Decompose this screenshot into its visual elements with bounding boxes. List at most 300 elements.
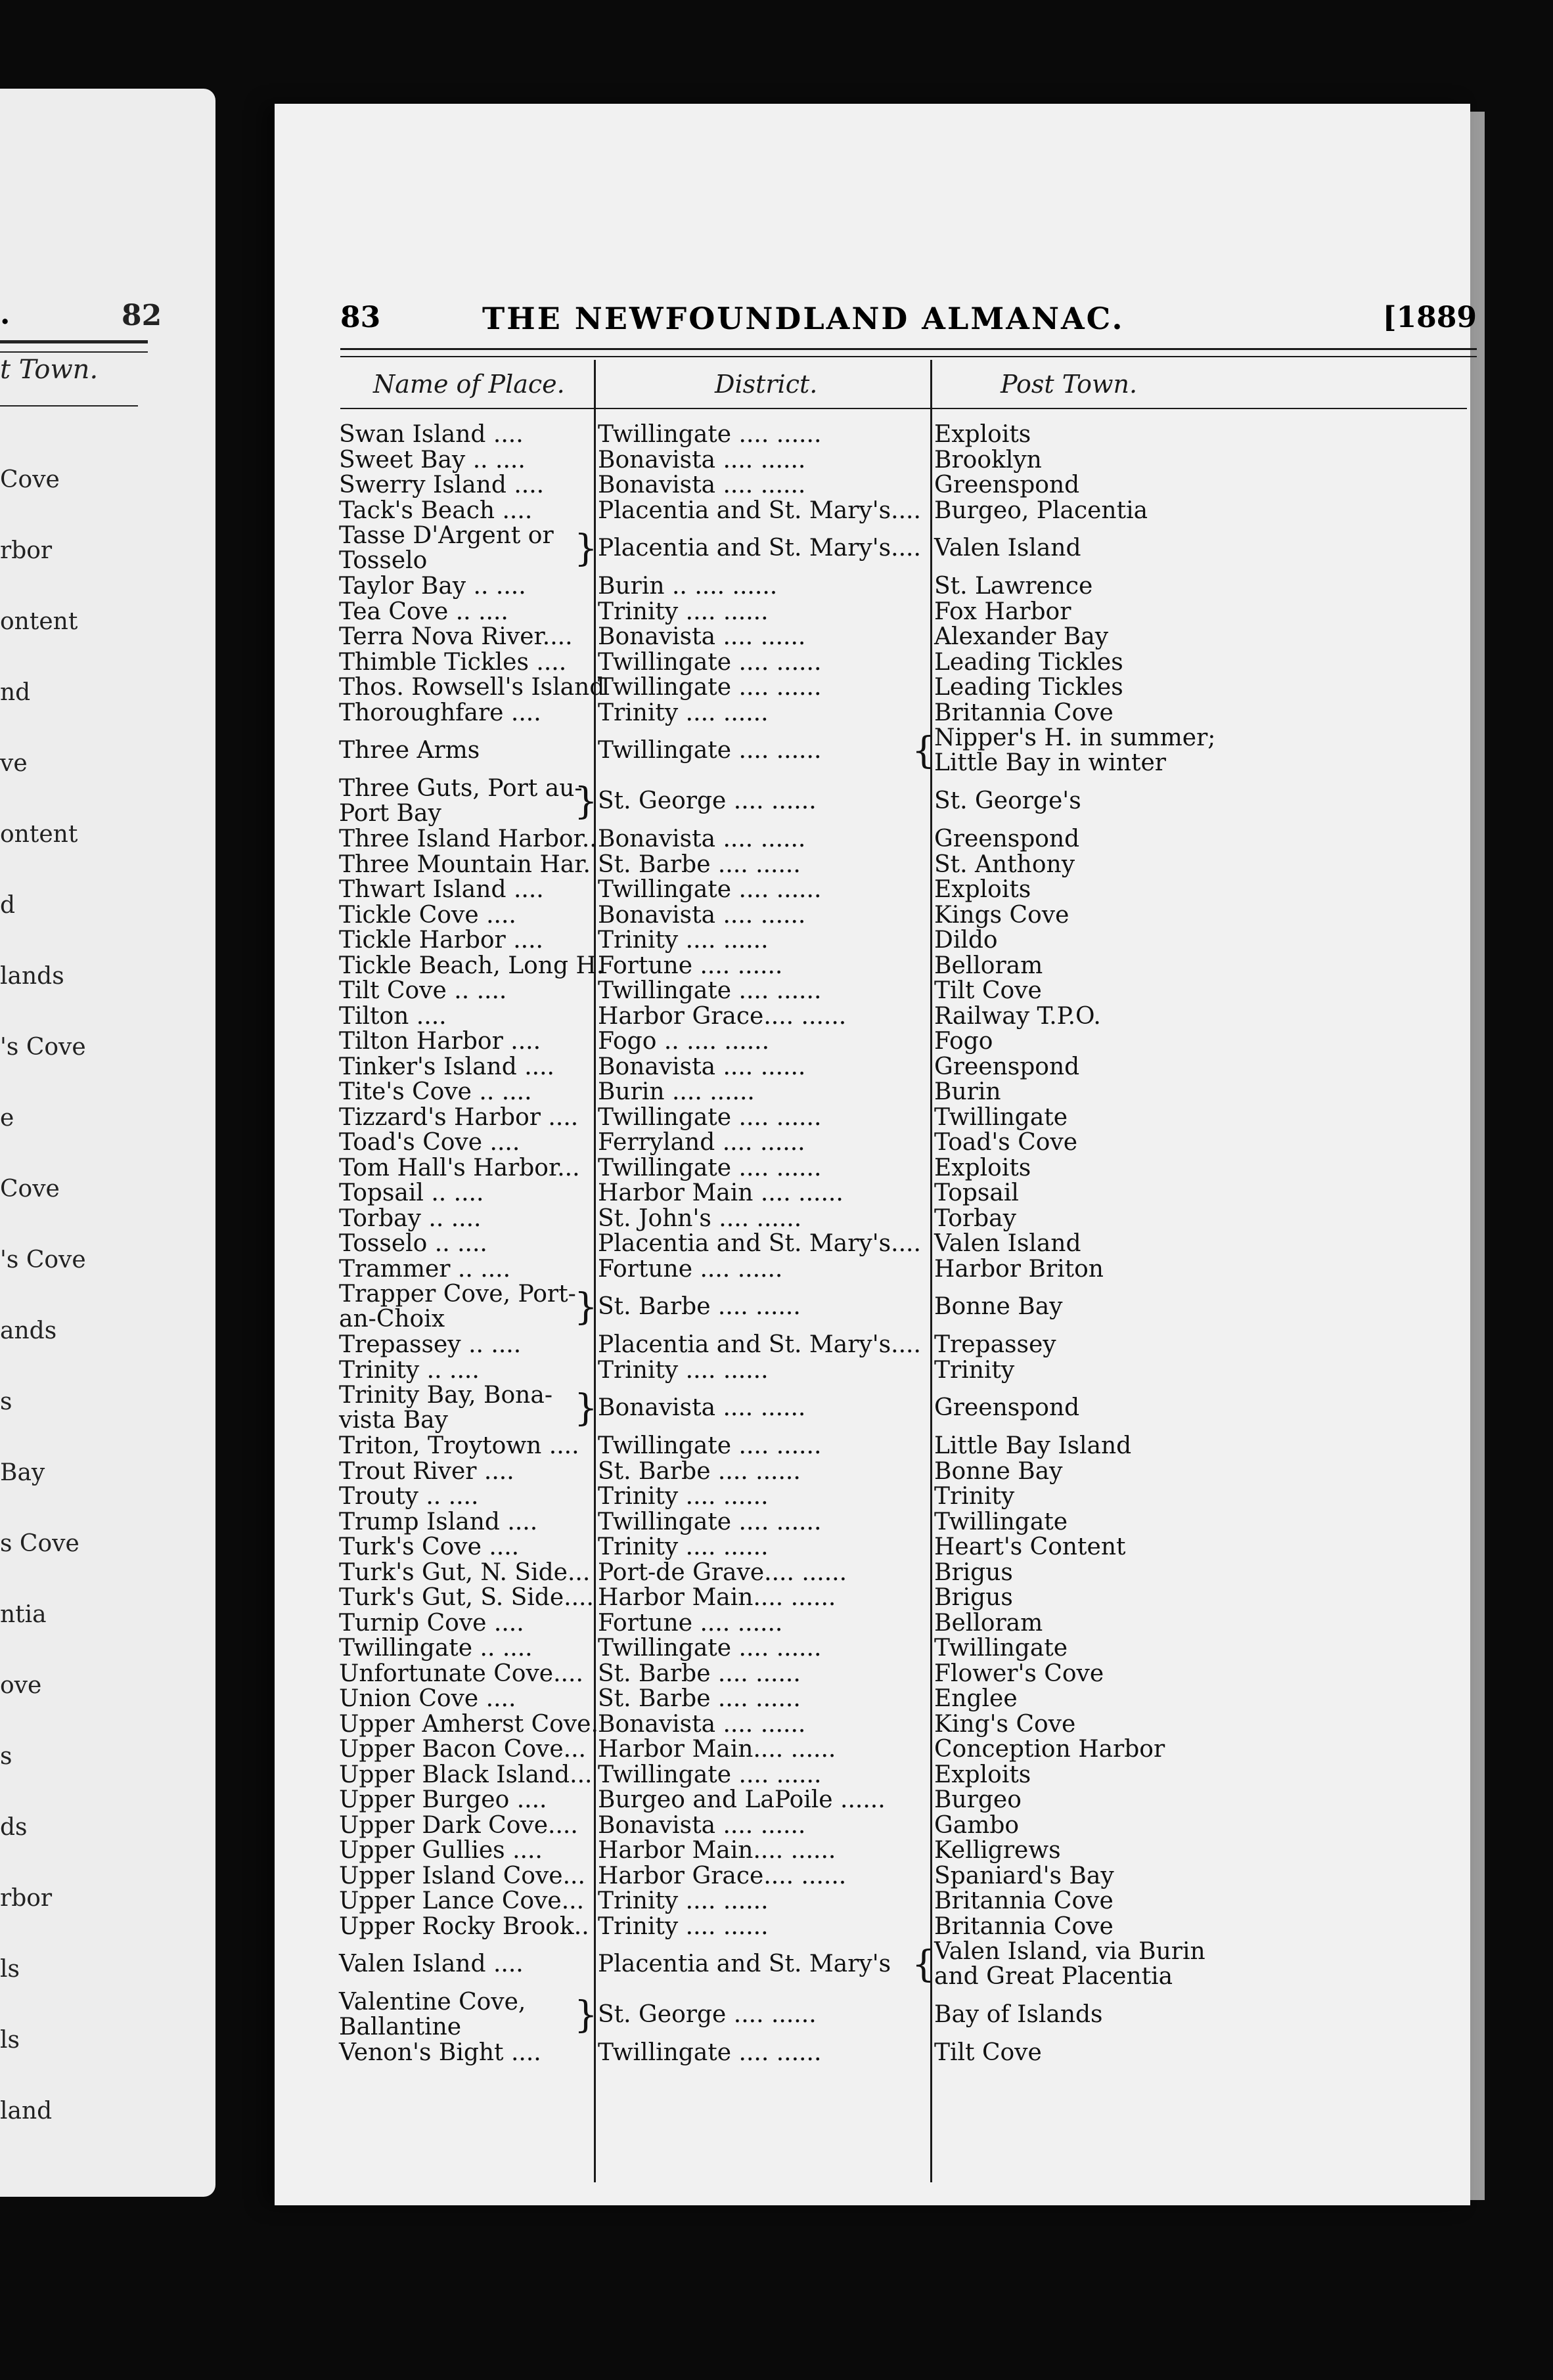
table-row [339, 1712, 1475, 1738]
table-row [339, 473, 1475, 498]
district-cell [598, 1459, 930, 1484]
place-name-cell-line: Upper Amherst Cove. [339, 1710, 598, 1738]
post-town-cell-line: Greenspond [934, 472, 1080, 498]
table-row [339, 1383, 1475, 1434]
post-town-cell-line: Gambo [934, 1811, 1020, 1839]
post-town-cell [934, 1358, 1460, 1383]
district-cell [598, 1358, 930, 1383]
table-row [339, 1257, 1475, 1283]
district-cell [598, 600, 930, 625]
post-town-cell [934, 827, 1460, 852]
place-name-cell-line: Thwart Island .... [339, 876, 544, 903]
place-name-cell-line: Trinity Bay, Bona- [339, 1382, 552, 1409]
district-cell [598, 1712, 930, 1737]
place-name-cell [339, 498, 594, 523]
left-page-fragment: Cove [0, 466, 60, 493]
place-name-cell-line: Tizzard's Harbor .... [339, 1103, 579, 1131]
district-cell [598, 650, 930, 675]
place-name-cell [339, 1434, 594, 1459]
district-cell [598, 1156, 930, 1181]
post-town-cell [934, 600, 1460, 625]
header-rule [340, 356, 1477, 357]
place-name-cell-line: Unfortunate Cove.... [339, 1660, 583, 1687]
district-cell-line: Trinity .... ...... [598, 1912, 769, 1940]
district-cell [598, 1434, 930, 1459]
place-name-cell [339, 1358, 594, 1383]
district-cell-line: St. George .... ...... [598, 787, 817, 814]
place-name-cell [339, 1029, 594, 1054]
district-cell-line: Trinity .... ...... [598, 927, 769, 954]
place-name-cell-line: Turnip Cove .... [339, 1609, 524, 1637]
district-cell [598, 498, 930, 523]
post-town-cell-line: Englee [934, 1685, 1018, 1712]
place-name-cell [339, 1813, 594, 1838]
post-town-cell-line: Trinity [934, 1356, 1015, 1384]
post-town-cell-line: Greenspond [934, 1394, 1080, 1421]
place-name-cell [339, 650, 594, 675]
brace-mark: } [574, 527, 598, 570]
place-name-cell [339, 625, 594, 650]
place-name-cell-line: Upper Dark Cove.... [339, 1811, 578, 1839]
brace-mark: } [574, 1386, 598, 1430]
table-row [339, 1510, 1475, 1535]
place-name-cell [339, 852, 594, 877]
table-row [339, 1636, 1475, 1662]
post-town-cell-line: Exploits [934, 421, 1031, 448]
place-name-cell-line: Thimble Tickles .... [339, 648, 567, 676]
left-page-fragment: Cove [0, 1176, 60, 1202]
table-row [339, 1686, 1475, 1712]
table-row [339, 574, 1475, 600]
post-town-cell-line: Trinity [934, 1483, 1015, 1510]
place-name-cell [339, 422, 594, 447]
district-cell [598, 827, 930, 852]
district-cell-line: Bonavista .... ...... [598, 1710, 806, 1738]
district-cell [598, 1231, 930, 1256]
table-row [339, 979, 1475, 1004]
post-town-cell [934, 979, 1460, 1003]
place-name-cell [339, 674, 605, 701]
place-name-cell-line: Upper Rocky Brook.. [339, 1912, 589, 1940]
post-town-cell [934, 928, 1460, 953]
place-name-cell-line: vista Bay [339, 1407, 448, 1434]
place-name-cell-line: Tickle Cove .... [339, 901, 516, 929]
district-cell-line: Trinity .... ...... [598, 1356, 769, 1384]
left-page-fragment: ve [0, 750, 28, 777]
place-name-cell-line: Tinker's Island .... [339, 1053, 554, 1080]
post-town-cell-line: St. Lawrence [934, 573, 1093, 600]
table-row [339, 1484, 1475, 1510]
district-cell [598, 1105, 930, 1130]
table-row [339, 1864, 1475, 1889]
place-name-cell [339, 1662, 594, 1686]
post-town-cell [934, 1130, 1460, 1155]
place-name-cell-line: Tilton .... [339, 1002, 447, 1030]
place-name-cell-line: Toad's Cove .... [339, 1129, 520, 1156]
post-town-cell-line: Spaniard's Bay [934, 1862, 1114, 1889]
post-town-cell [934, 1105, 1460, 1130]
district-cell-line: Fogo .. .... ...... [598, 1028, 770, 1055]
post-town-cell [934, 1712, 1460, 1737]
district-cell [598, 1004, 930, 1029]
district-cell [598, 1396, 930, 1421]
place-name-cell [339, 1105, 594, 1130]
place-name-cell [339, 1510, 594, 1535]
place-name-cell [339, 1611, 594, 1636]
table-row [339, 701, 1475, 726]
district-cell-line: Twillingate .... ...... [598, 2039, 822, 2066]
place-name-cell-line: Triton, Troytown .... [339, 1432, 579, 1459]
place-name-cell [339, 776, 594, 826]
district-cell-line: Port-de Grave.... ...... [598, 1558, 847, 1586]
district-cell-line: Twillingate .... ...... [598, 1508, 822, 1535]
table-row [339, 776, 1475, 827]
left-page-rule [0, 351, 148, 353]
place-name-cell [339, 1585, 594, 1610]
district-cell [598, 738, 930, 763]
district-cell-line: Bonavista .... ...... [598, 1394, 806, 1421]
post-town-cell-line: Railway T.P.O. [934, 1002, 1101, 1030]
district-cell-line: Placentia and St. Mary's.... [598, 1331, 921, 1358]
table-row [339, 1055, 1475, 1080]
post-town-cell [934, 701, 1460, 726]
table-row [339, 1004, 1475, 1030]
post-town-cell-line: King's Cove [934, 1710, 1076, 1738]
post-town-cell-line: Little Bay in winter [934, 749, 1166, 776]
left-page-fragment: ove [0, 1672, 42, 1699]
table-row [339, 1434, 1475, 1459]
place-name-cell [339, 1156, 594, 1181]
post-town-cell-line: Leading Tickles [934, 648, 1123, 676]
post-town-cell-line: St. Anthony [934, 850, 1075, 878]
post-town-cell-line: Bay of Islands [934, 2001, 1103, 2028]
place-name-cell [339, 1763, 594, 1788]
post-town-cell-line: Exploits [934, 876, 1031, 903]
post-town-cell-line: Brooklyn [934, 446, 1042, 474]
district-cell [598, 903, 930, 928]
post-town-cell [934, 498, 1460, 523]
post-town-cell [934, 1459, 1460, 1484]
left-page-fragment: land [0, 2098, 53, 2125]
post-town-cell [934, 1510, 1460, 1535]
district-cell-line: Fortune .... ...... [598, 952, 783, 979]
post-town-cell-line: Torbay [934, 1204, 1016, 1232]
post-town-cell [934, 574, 1460, 599]
table-row [339, 852, 1475, 878]
post-town-cell-line: Valen Island, via Burin [934, 1938, 1205, 1965]
place-name-cell [339, 979, 594, 1003]
place-name-cell [339, 1459, 594, 1484]
place-name-cell [339, 928, 594, 953]
district-cell [598, 448, 930, 473]
place-name-cell [339, 1282, 594, 1332]
district-cell-line: Twillingate .... ...... [598, 1761, 822, 1788]
place-name-cell-line: Tosselo .. .... [339, 1230, 487, 1257]
left-page-column-header: t Town. [0, 355, 99, 385]
table-row [339, 448, 1475, 474]
district-cell-line: Bonavista .... ...... [598, 472, 806, 498]
table-row [339, 1560, 1475, 1586]
post-town-cell-line: Britannia Cove [934, 1912, 1114, 1940]
place-name-cell [339, 1864, 594, 1889]
district-cell [598, 1813, 930, 1838]
left-page-fragment: ontent [0, 608, 78, 635]
table-row [339, 675, 1475, 701]
post-town-cell [934, 1939, 1460, 1989]
place-name-cell-line: Ballantine [339, 2014, 462, 2040]
post-town-cell-line: Fogo [934, 1028, 993, 1055]
district-cell [598, 1763, 930, 1788]
post-town-cell [934, 1585, 1460, 1610]
district-cell-line: Harbor Main .... ...... [598, 1179, 844, 1206]
district-cell-line: St. George .... ...... [598, 2001, 817, 2028]
column-header-post-town: Post Town. [1001, 370, 1138, 399]
post-town-cell-line: Trepassey [934, 1331, 1056, 1358]
post-town-cell-line: Twillingate [934, 1508, 1068, 1535]
table-row [339, 1105, 1475, 1131]
post-town-cell [934, 1434, 1460, 1459]
post-town-cell-line: Fox Harbor [934, 598, 1071, 625]
table-row [339, 1358, 1475, 1384]
left-page [0, 89, 215, 2197]
district-cell-line: Twillingate .... ...... [598, 977, 822, 1004]
place-name-cell-line: Upper Burgeo .... [339, 1786, 547, 1813]
district-cell [598, 1029, 930, 1054]
district-cell-line: Harbor Main.... ...... [598, 1584, 836, 1611]
post-town-cell [934, 625, 1460, 650]
district-cell-line: Bonavista .... ...... [598, 1811, 806, 1839]
district-cell-line: Twillingate .... ...... [598, 876, 822, 903]
post-town-cell-line: Kelligrews [934, 1837, 1061, 1864]
district-cell-line: Bonavista .... ...... [598, 901, 806, 929]
district-cell-line: Harbor Grace.... ...... [598, 1862, 847, 1889]
district-cell-line: St. Barbe .... ...... [598, 1293, 801, 1320]
post-town-cell [934, 2040, 1460, 2065]
post-town-cell-line: and Great Placentia [934, 1963, 1173, 1990]
post-town-cell [934, 1662, 1460, 1686]
post-town-cell [934, 1535, 1460, 1560]
place-name-cell-line: Trout River .... [339, 1457, 514, 1485]
district-cell [598, 1510, 930, 1535]
place-table [339, 422, 1475, 2066]
right-page [275, 104, 1477, 2205]
district-cell [598, 1484, 930, 1509]
district-cell-line: St. John's .... ...... [598, 1204, 802, 1232]
post-town-cell [934, 1788, 1460, 1813]
place-name-cell-line: Tom Hall's Harbor... [339, 1154, 580, 1181]
page-year: [1889 [1382, 301, 1477, 334]
district-cell [598, 1914, 930, 1939]
place-name-cell-line: Trump Island .... [339, 1508, 538, 1535]
table-row [339, 1080, 1475, 1105]
left-page-fragment: ontent [0, 821, 78, 848]
table-row [339, 1181, 1475, 1206]
district-cell-line: St. Barbe .... ...... [598, 850, 801, 878]
place-name-cell [339, 1636, 594, 1661]
table-row [339, 1788, 1475, 1813]
post-town-cell [934, 1231, 1460, 1256]
place-name-cell-line: Tack's Beach .... [339, 496, 533, 524]
left-page-fragment: ands [0, 1317, 57, 1344]
district-cell-line: Placentia and St. Mary's.... [598, 496, 921, 524]
place-name-cell-line: Tilt Cove .. .... [339, 977, 507, 1004]
post-town-cell [934, 1484, 1460, 1509]
post-town-cell-line: Nipper's H. in summer; [934, 724, 1216, 751]
place-name-cell-line: Upper Gullies .... [339, 1837, 543, 1864]
post-town-cell [934, 1560, 1460, 1585]
post-town-cell [934, 1181, 1460, 1206]
district-cell-line: Bonavista .... ...... [598, 446, 806, 474]
place-name-cell [339, 1838, 594, 1863]
district-cell [598, 422, 930, 447]
table-row [339, 1662, 1475, 1687]
district-cell [598, 1788, 930, 1813]
table-row [339, 928, 1475, 954]
table-row [339, 1029, 1475, 1055]
place-name-cell-line: Trammer .. .... [339, 1255, 511, 1283]
place-name-cell [339, 2040, 594, 2065]
place-name-cell [339, 903, 594, 928]
district-cell [598, 1333, 930, 1357]
post-town-cell-line: Alexander Bay [934, 623, 1109, 650]
place-name-cell [339, 1333, 594, 1357]
post-town-cell [934, 1156, 1460, 1181]
post-town-cell-line: Topsail [934, 1179, 1019, 1206]
place-name-cell-line: Twillingate .. .... [339, 1635, 533, 1662]
place-name-cell-line: Trepassey .. .... [339, 1331, 522, 1358]
table-row [339, 1231, 1475, 1257]
district-cell-line: Twillingate .... ...... [598, 1635, 822, 1662]
left-page-fragment: s Cove [0, 1530, 79, 1557]
district-cell-line: Fortune .... ...... [598, 1609, 783, 1637]
district-cell-line: Bonavista .... ...... [598, 623, 806, 650]
place-name-cell [339, 1686, 594, 1711]
place-name-cell-line: Tea Cove .. .... [339, 598, 508, 625]
place-name-cell [339, 738, 594, 763]
district-cell-line: St. Barbe .... ...... [598, 1660, 801, 1687]
post-town-cell [934, 1029, 1460, 1054]
table-row [339, 1889, 1475, 1914]
page-title: THE NEWFOUNDLAND ALMANAC. [482, 301, 1125, 336]
post-town-cell-line: Greenspond [934, 826, 1080, 852]
post-town-cell [934, 1914, 1460, 1939]
post-town-cell-line: Exploits [934, 1761, 1031, 1788]
place-name-cell [339, 1257, 594, 1282]
left-page-fragment: 's Cove [0, 1246, 86, 1273]
post-town-cell [934, 422, 1460, 447]
place-name-cell-line: Tickle Harbor .... [339, 927, 543, 954]
brace-mark: } [574, 1285, 598, 1329]
district-cell [598, 1737, 930, 1762]
table-row [339, 1459, 1475, 1485]
left-page-fragment: s [0, 1743, 12, 1770]
brace-mark: { [912, 729, 935, 772]
district-cell [598, 789, 930, 814]
place-name-cell-line: Topsail .. .... [339, 1179, 484, 1206]
place-name-cell [339, 1889, 594, 1914]
district-cell-line: Twillingate .... ...... [598, 1154, 822, 1181]
place-name-cell [339, 826, 597, 852]
place-name-cell [339, 574, 594, 599]
table-row [339, 903, 1475, 929]
district-cell [598, 1294, 930, 1319]
post-town-cell [934, 1206, 1460, 1231]
place-name-cell [339, 1560, 594, 1585]
table-row [339, 422, 1475, 448]
left-page-fragment: s [0, 1388, 12, 1415]
district-cell-line: Fortune .... ...... [598, 1255, 783, 1283]
post-town-cell [934, 1636, 1460, 1661]
table-row [339, 827, 1475, 852]
post-town-cell-line: Toad's Cove [934, 1129, 1078, 1156]
place-name-cell-line: Tickle Beach, Long H. [339, 952, 604, 979]
district-cell [598, 701, 930, 726]
district-cell-line: Harbor Grace.... ...... [598, 1002, 847, 1030]
place-name-cell [339, 1055, 594, 1080]
post-town-cell-line: St. George's [934, 787, 1081, 814]
district-cell-line: Placentia and St. Mary's.... [598, 1230, 921, 1257]
left-page-fragment: nd [0, 679, 31, 706]
district-cell-line: Placentia and St. Mary's [598, 1950, 891, 1977]
district-cell-line: St. Barbe .... ...... [598, 1457, 801, 1485]
table-row [339, 726, 1475, 776]
district-cell-line: Burgeo and LaPoile ...... [598, 1786, 886, 1813]
district-cell [598, 675, 930, 700]
post-town-cell [934, 448, 1460, 473]
table-row [339, 1282, 1475, 1333]
place-name-cell-line: Upper Lance Cove... [339, 1887, 585, 1914]
post-town-cell-line: Britannia Cove [934, 1887, 1114, 1914]
post-town-cell-line: Leading Tickles [934, 674, 1123, 701]
place-name-cell [339, 1737, 594, 1762]
left-page-rule [0, 340, 148, 343]
district-cell [598, 1130, 930, 1155]
district-cell [598, 2040, 930, 2065]
place-name-cell-line: an-Choix [339, 1306, 445, 1333]
place-name-cell-line: Three Island Harbor.. [339, 826, 597, 852]
place-name-cell-line: Swan Island .... [339, 421, 524, 448]
post-town-cell-line: Britannia Cove [934, 699, 1114, 726]
place-name-cell [339, 600, 594, 625]
place-name-cell [339, 523, 594, 573]
left-page-fragment: lands [0, 963, 64, 990]
place-name-cell-line: Tite's Cove .. .... [339, 1078, 532, 1105]
table-row [339, 650, 1475, 676]
district-cell [598, 979, 930, 1003]
place-name-cell [339, 1080, 594, 1105]
place-name-cell-line: Union Cove .... [339, 1685, 516, 1712]
table-row [339, 1156, 1475, 1181]
post-town-cell [934, 954, 1460, 979]
column-header-district: District. [715, 370, 818, 399]
place-name-cell [339, 1231, 594, 1256]
table-row [339, 877, 1475, 903]
post-town-cell [934, 903, 1460, 928]
post-town-cell [934, 2002, 1460, 2027]
table-row [339, 1939, 1475, 1990]
district-cell-line: Trinity .... ...... [598, 598, 769, 625]
place-name-cell [339, 1004, 594, 1029]
post-town-cell-line: Burin [934, 1078, 1001, 1105]
left-page-fragment: rbor [0, 537, 53, 564]
district-cell-line: Trinity .... ...... [598, 699, 769, 726]
table-row [339, 1130, 1475, 1156]
district-cell-line: Harbor Main.... ...... [598, 1837, 836, 1864]
district-cell [598, 1636, 930, 1661]
post-town-cell [934, 1813, 1460, 1838]
district-cell [598, 536, 930, 561]
post-town-cell-line: Valen Island [934, 1230, 1081, 1257]
